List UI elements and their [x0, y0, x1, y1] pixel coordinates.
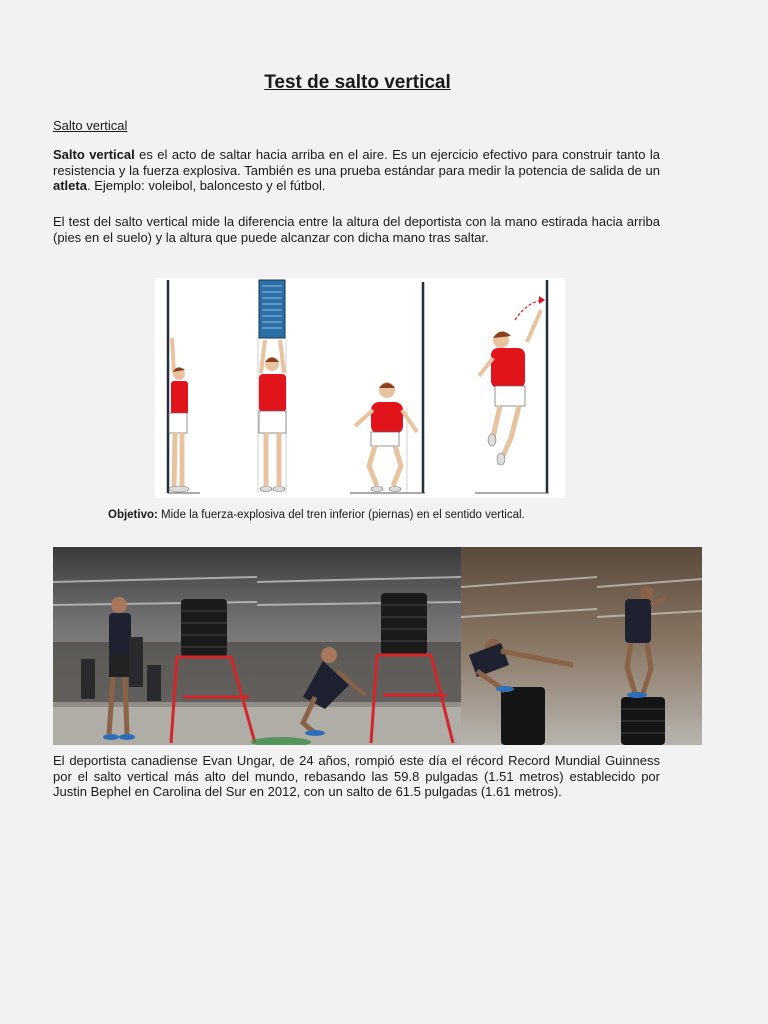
figure-jump: [475, 280, 549, 493]
figure-front-reach: [258, 280, 286, 493]
photo-crouch-before-jump: [251, 547, 461, 745]
photo-standing-before-jump: [53, 547, 257, 745]
page-title: Test de salto vertical: [264, 72, 451, 93]
figure-crouch: [350, 282, 425, 493]
section-subheading: Salto vertical: [53, 118, 128, 133]
paragraph-definition: [53, 147, 660, 194]
photo-landing-on-stack: [597, 547, 702, 745]
definition-text-b: . Ejemplo: voleibol, baloncesto y el fútbol.: [86, 178, 326, 193]
term-salto-vertical: Salto vertical: [53, 147, 135, 162]
paragraph-test-description: El test del salto vertical mide la diferencia entre la altura del deportista con la mano estirada hacia arriba (pies en el suelo) y la altura que puede alcanzar con dicha mano tras saltar.: [53, 214, 660, 245]
paragraph-world-record: El deportista canadiense Evan Ungar, de 24 años, rompió este día el récord Record Mundial Guinness por el salto vertical más alto del mundo, rebasando las 59.8 pulgadas (1.51 metros) establecido por Justin Bephel en Carolina del Sur en 2012, con un salto de 61.5 pulgadas (1.61 metros).: [53, 753, 660, 799]
photo-mid-air-jump: [461, 547, 597, 745]
term-atleta: atleta: [53, 178, 87, 193]
definition-text-a: es el acto de saltar hacia arriba en el aire. Es un ejercicio efectivo para construir tanto la resistencia y la fuerza explosiva. También es una prueba estándar para medir la potencia de salida de un: [53, 147, 660, 178]
jump-test-illustration: [155, 278, 565, 498]
record-jump-photos: [53, 547, 702, 745]
objective-text: Mide la fuerza-explosiva del tren inferior (piernas) en el sentido vertical.: [157, 509, 525, 521]
figure-side-reach: [168, 280, 200, 493]
objective-label: Objetivo:: [108, 509, 158, 521]
objective-line: [108, 509, 525, 521]
